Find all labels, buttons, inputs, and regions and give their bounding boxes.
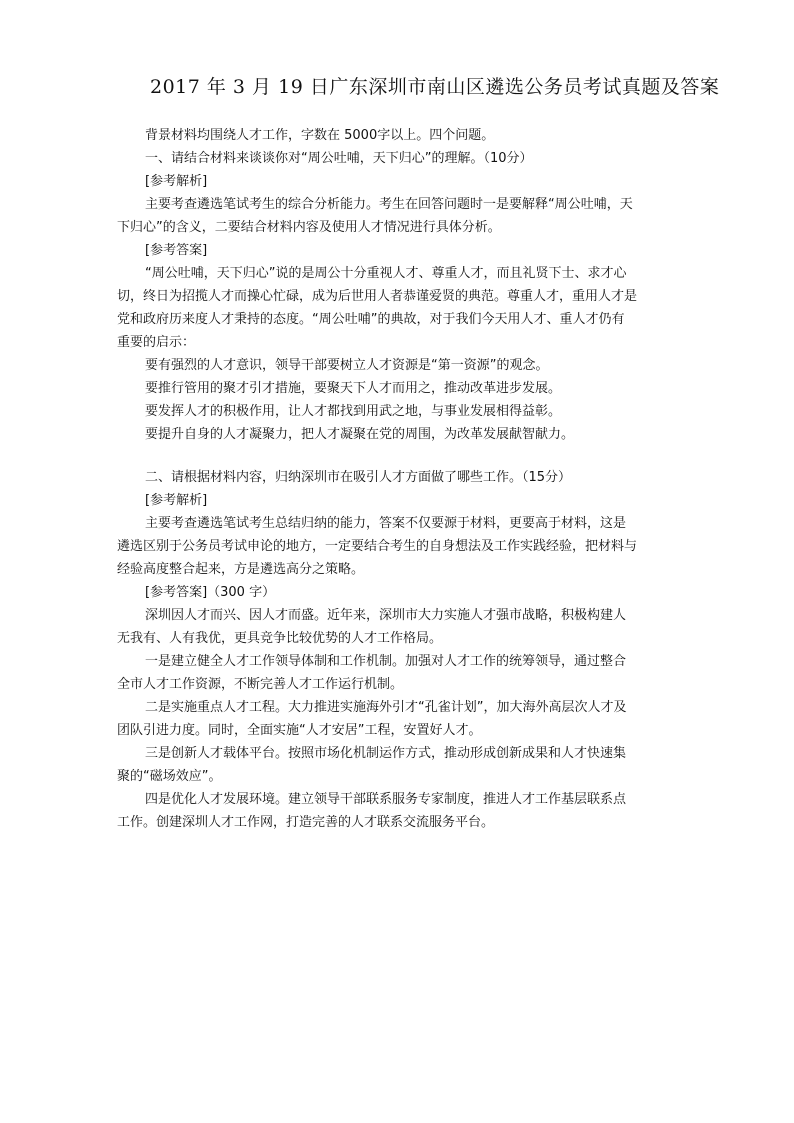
q1-point: 要发挥人才的积极作用，让人才都找到用武之地，与事业发展相得益彰。: [145, 404, 562, 419]
q2-answer-label: [参考答案]（300 字）: [145, 585, 276, 600]
q2-point: 一是建立健全人才工作领导体制和工作机制。加强对人才工作的统筹领导，通过整合全市人才工作资源，不断完善人才工作运行机制。: [117, 654, 627, 692]
q1-point: 要有强烈的人才意识，领导干部要树立人才资源是“第一资源”的观念。: [145, 358, 549, 373]
q2-analysis: 主要考查遴选笔试考生总结归纳的能力，答案不仅要源于材料，更要高于材料，这是遴选区别于公务员考试申论的地方，一定要结合考生的自身想法及工作实践经验，把材料与经验高度整合起来，方是遴选高分之策略。: [117, 516, 638, 577]
q2-point: 三是创新人才载体平台。按照市场化机制运作方式，推动形成创新成果和人才快速集聚的“磁场效应”。: [117, 746, 627, 784]
q2-point: 二是实施重点人才工程。大力推进实施海外引才“孔雀计划”，加大海外高层次人才及团队引进力度。同时，全面实施“人才安居”工程，安置好人才。: [117, 700, 627, 738]
q2-question: 二、请根据材料内容，归纳深圳市在吸引人才方面做了哪些工作。（15分）: [145, 470, 572, 485]
page-title: 2017 年 3 月 19 日广东深圳市南山区遴选公务员考试真题及答案: [150, 76, 720, 98]
q2-answer-main: 深圳因人才而兴、因人才而盛。近年来，深圳市大力实施人才强市战略，积极构建人无我有、人有我优，更具竞争比较优势的人才工作格局。: [117, 608, 627, 646]
q1-answer-main: “周公吐哺，天下归心”说的是周公十分重视人才、尊重人才，而且礼贤下士、求才心切，终日为招揽人才而操心忙碌，成为后世用人者恭谨爱贤的典范。尊重人才，重用人才是党和政府历来度人才秉持的态度。“周公吐哺”的典故，对于我们今天用人才、重人才仍有重要的启示：: [117, 266, 638, 350]
intro-paragraph: 背景材料均围绕人才工作，字数在 5000字以上。四个问题。: [145, 128, 495, 143]
q1-analysis-label: [参考解析]: [145, 174, 208, 189]
section-gap: [117, 446, 637, 466]
q1-point: 要推行管用的聚才引才措施，要聚天下人才而用之，推动改革进步发展。: [145, 381, 562, 396]
q2-point: 四是优化人才发展环境。建立领导干部联系服务专家制度，推进人才工作基层联系点工作。创建深圳人才工作网，打造完善的人才联系交流服务平台。: [117, 792, 627, 830]
document-body: [117, 124, 637, 834]
q1-question: 一、请结合材料来谈谈你对“周公吐哺，天下归心”的理解。（10分）: [145, 151, 533, 166]
q1-analysis: 主要考查遴选笔试考生的综合分析能力。考生在回答问题时一是要解释“周公吐哺，天下归心”的含义，二要结合材料内容及使用人才情况进行具体分析。: [117, 197, 633, 235]
q2-analysis-label: [参考解析]: [145, 493, 208, 508]
q1-answer-label: [参考答案]: [145, 243, 208, 258]
q1-point: 要提升自身的人才凝聚力，把人才凝聚在党的周围，为改革发展献智献力。: [145, 427, 575, 442]
